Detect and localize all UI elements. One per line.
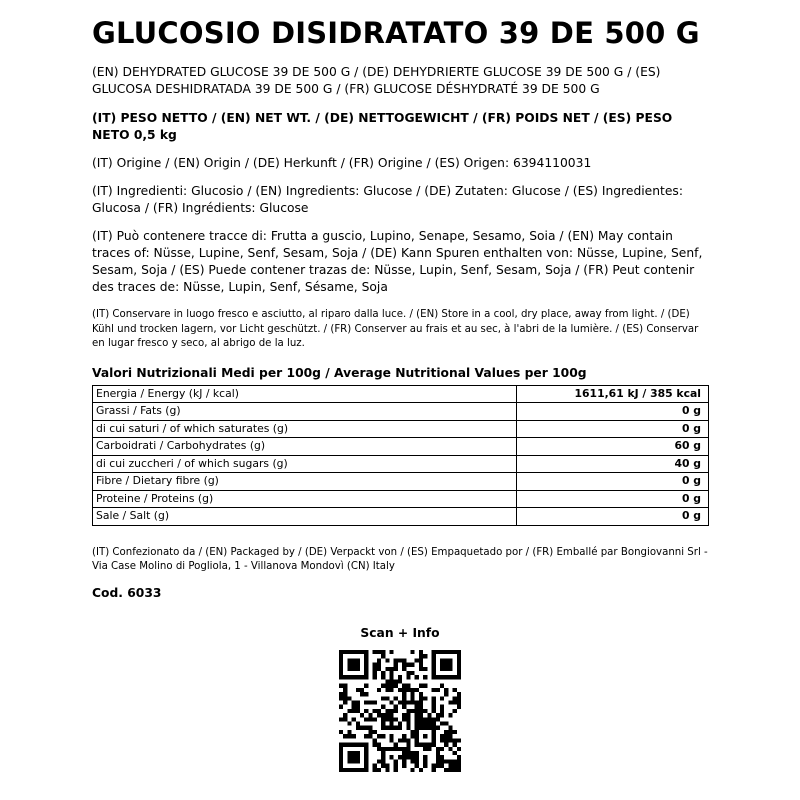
nutrition-value: 0 g: [517, 473, 709, 491]
product-title: GLUCOSIO DISIDRATATO 39 DE 500 G: [92, 16, 700, 50]
nutrition-row: [93, 508, 709, 526]
qr-code-icon[interactable]: [339, 650, 461, 772]
ingredients: (IT) Ingredienti: Glucosio / (EN) Ingredients: Glucose / (DE) Zutaten: Glucose / (ES) Ingredientes: Glucosa / (FR) Ingrédients: Glucose: [92, 184, 683, 215]
label-document: [92, 16, 712, 602]
nutrition-label: di cui zuccheri / of which sugars (g): [93, 455, 517, 473]
nutrition-value: 1611,61 kJ / 385 kcal: [517, 385, 709, 403]
origin: (IT) Origine / (EN) Origin / (DE) Herkunft / (FR) Origine / (ES) Origen: 6394110031: [92, 156, 592, 170]
nutrition-label: Carboidrati / Carbohydrates (g): [93, 438, 517, 456]
nutrition-row: [93, 420, 709, 438]
net-weight: (IT) PESO NETTO / (EN) NET WT. / (DE) NETTOGEWICHT / (FR) POIDS NET / (ES) PESO NETO 0,5 kg: [92, 111, 673, 142]
nutrition-label: Energia / Energy (kJ / kcal): [93, 385, 517, 403]
nutrition-row: [93, 473, 709, 491]
nutrition-label: Proteine / Proteins (g): [93, 490, 517, 508]
allergen-traces: (IT) Può contenere tracce di: Frutta a guscio, Lupino, Senape, Sesamo, Soia / (EN) May contain traces of: Nüsse, Lupine, Senf, Sesam, Soja / (DE) Kann Spuren enthalten von: Nüsse, Lupine, Senf, Sesam, Soja / (ES) Puede contener trazas de: Nüsse, Lupin, Senf, Sesam, Soja / (FR) Peut contenir des traces de: Nüsse, Lupin, Senf, Sésame, Soja: [92, 229, 703, 294]
nutrition-row: [93, 455, 709, 473]
nutrition-row: [93, 385, 709, 403]
nutrition-value: 0 g: [517, 490, 709, 508]
product-name-translations: (EN) DEHYDRATED GLUCOSE 39 DE 500 G / (DE) DEHYDRIERTE GLUCOSE 39 DE 500 G / (ES) GLUCOSA DESHIDRATADA 39 DE 500 G / (FR) GLUCOSE DÉSHYDRATÉ 39 DE 500 G: [92, 65, 661, 96]
product-code: Cod. 6033: [92, 585, 162, 600]
storage-instructions: (IT) Conservare in luogo fresco e asciutto, al riparo dalla luce. / (EN) Store in a cool, dry place, away from light. / (DE) Kühl und trocken lagern, vor Licht geschützt. / (FR) Conserver au frais et au sec, à l'abri de la lumière. / (ES) Conservar en lugar fresco y seco, al abrigo de la luz.: [92, 309, 699, 349]
scan-info-label: Scan + Info: [360, 626, 440, 640]
nutrition-value: 40 g: [517, 455, 709, 473]
nutrition-table: [92, 385, 709, 526]
nutrition-label: Sale / Salt (g): [93, 508, 517, 526]
nutrition-label: Fibre / Dietary fibre (g): [93, 473, 517, 491]
nutrition-row: [93, 438, 709, 456]
nutrition-value: 0 g: [517, 420, 709, 438]
nutrition-value: 0 g: [517, 403, 709, 421]
nutrition-value: 0 g: [517, 508, 709, 526]
packaged-by: (IT) Confezionato da / (EN) Packaged by / (DE) Verpackt von / (ES) Empaquetado por / (FR) Emballé par Bongiovanni Srl - Via Case Molino di Pogliola, 1 - Villanova Mondovì (CN) Italy: [92, 546, 708, 572]
nutrition-label: di cui saturi / of which saturates (g): [93, 420, 517, 438]
nutrition-label: Grassi / Fats (g): [93, 403, 517, 421]
nutrition-table-title: Valori Nutrizionali Medi per 100g / Average Nutritional Values per 100g: [92, 365, 587, 380]
nutrition-value: 60 g: [517, 438, 709, 456]
nutrition-row: [93, 403, 709, 421]
nutrition-row: [93, 490, 709, 508]
